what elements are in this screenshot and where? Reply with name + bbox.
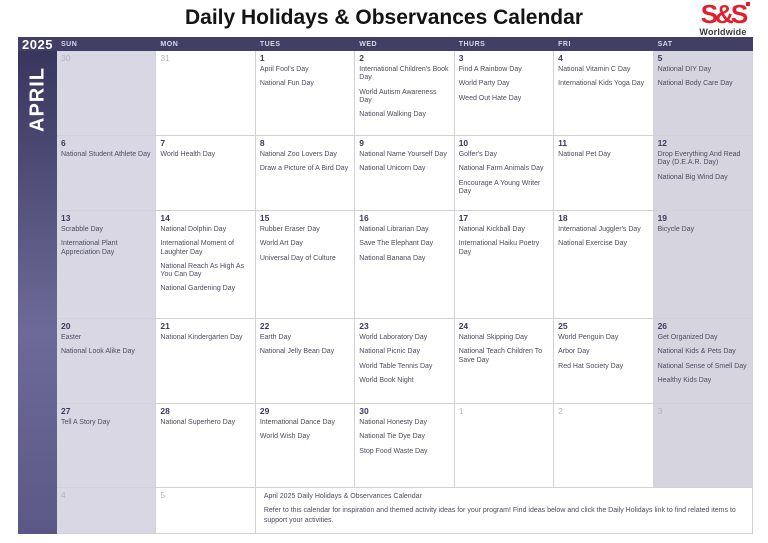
date-number: 3 (458, 53, 464, 63)
holiday-label: Drop Everything And Read Day (D.E.A.R. Day) (657, 151, 741, 167)
calendar-cell-adjacent-4 (57, 488, 156, 534)
holiday-label: Encourage A Young Writer Day (458, 179, 541, 195)
calendar-cell-apr-1 (256, 51, 355, 136)
calendar-cell-apr-7 (156, 136, 255, 211)
holiday-label: International Children's Book Day (359, 66, 449, 82)
calendar-cell-apr-13 (57, 211, 156, 319)
date-number: 3 (657, 406, 663, 416)
date-number: 24 (458, 321, 469, 331)
calendar-cell-apr-26 (654, 319, 753, 404)
date-number: 25 (558, 321, 568, 331)
holiday-label: National Banana Day (359, 254, 426, 262)
holiday-label: Rubber Eraser Day (259, 226, 320, 233)
holiday-label: National Body Care Day (657, 80, 733, 88)
holiday-label: National Exercise Day (558, 240, 628, 248)
day-header-wed: WED (355, 37, 454, 51)
holiday-label: Healthy Kids Day (657, 376, 712, 384)
holiday-label: National Jelly Bean Day (259, 348, 335, 356)
calendar-grid (18, 37, 753, 534)
calendar-cell-apr-30 (355, 404, 454, 488)
day-header-tues: TUES (256, 37, 355, 51)
footer-note-title: April 2025 Daily Holidays & Observances Calendar (263, 493, 422, 500)
holiday-label: Easter (61, 334, 82, 341)
holiday-label: National Kids & Pets Day (657, 348, 736, 356)
holiday-label: National Sense of Smell Day (657, 362, 747, 370)
holiday-label: Draw a Picture of A Bird Day (259, 165, 349, 173)
holiday-label: Golfer's Day (458, 151, 497, 158)
calendar-cell-apr-8 (256, 136, 355, 211)
calendar-cell-apr-10 (455, 136, 554, 211)
calendar-cell-apr-2 (355, 51, 454, 136)
holiday-label: Stop Food Waste Day (359, 447, 428, 455)
date-number: 17 (458, 213, 469, 223)
calendar-cell-apr-21 (156, 319, 255, 404)
month-label: APRIL (26, 67, 48, 132)
day-header-mon: MON (156, 37, 255, 51)
calendar-cell-apr-3 (455, 51, 554, 136)
date-number: 14 (160, 213, 170, 223)
holiday-label: World Art Day (259, 240, 303, 248)
holiday-label: World Laboratory Day (359, 334, 428, 341)
calendar-cell-adjacent-30 (57, 51, 156, 136)
date-number: 27 (61, 406, 71, 416)
holiday-label: National Name Yourself Day (359, 151, 447, 158)
date-number: 30 (359, 406, 369, 416)
date-number: 2 (558, 406, 563, 416)
year-label: 2025 (18, 37, 57, 51)
date-number: 1 (458, 406, 464, 416)
holiday-label: April Fool's Day (259, 66, 309, 73)
holiday-label: National Zoo Lovers Day (259, 151, 337, 158)
calendar-cell-adjacent-2 (554, 404, 653, 488)
holiday-label: National Gardening Day (160, 285, 236, 293)
holiday-label: World Autism Awareness Day (359, 88, 437, 104)
holiday-label: Bicycle Day (657, 226, 695, 233)
date-number: 4 (558, 53, 563, 63)
ss-logo-text: S&S (701, 3, 745, 26)
date-number: 31 (160, 53, 170, 63)
holiday-label: International Dance Day (259, 419, 335, 426)
holiday-label: World Wish Day (259, 433, 310, 441)
holiday-label: National Kindergarten Day (160, 334, 243, 341)
holiday-label: National Fun Day (259, 80, 314, 88)
holiday-label: Earth Day (259, 334, 291, 341)
date-number: 18 (558, 213, 568, 223)
date-number: 13 (61, 213, 71, 223)
holiday-label: World Table Tennis Day (359, 362, 433, 370)
date-number: 19 (657, 213, 668, 223)
holiday-label: World Health Day (160, 151, 216, 158)
date-number: 5 (657, 53, 663, 63)
calendar-cell-apr-11 (554, 136, 653, 211)
holiday-label: Weed Out Hate Day (458, 94, 522, 102)
holiday-label: National Librarian Day (359, 226, 429, 233)
holiday-label: National Look Alike Day (61, 348, 135, 356)
holiday-label: National Skipping Day (458, 334, 528, 341)
date-number: 4 (61, 490, 66, 500)
holiday-label: Get Organized Day (657, 334, 718, 341)
date-number: 29 (259, 406, 270, 416)
calendar-cell-apr-28 (156, 404, 255, 488)
calendar-cell-apr-15 (256, 211, 355, 319)
calendar-cell-apr-23 (355, 319, 454, 404)
date-number: 15 (259, 213, 270, 223)
holiday-label: National Picnic Day (359, 348, 420, 356)
date-number: 5 (160, 490, 166, 500)
date-number: 30 (61, 53, 71, 63)
day-header-sun: SUN (57, 37, 156, 51)
date-number: 2 (359, 53, 365, 63)
holiday-label: National Walking Day (359, 111, 426, 118)
date-number: 28 (160, 406, 170, 416)
day-header-fri: FRI (554, 37, 653, 51)
calendar-cell-apr-5 (654, 51, 753, 136)
holiday-label: International Haiku Poetry Day (458, 240, 540, 256)
date-number: 1 (259, 53, 265, 63)
holiday-label: National Farm Animals Day (458, 165, 544, 173)
holiday-label: National Pet Day (558, 151, 611, 158)
date-number: 16 (359, 213, 369, 223)
calendar-cell-apr-22 (256, 319, 355, 404)
holiday-label: Find A Rainbow Day (458, 66, 522, 73)
calendar-cell-apr-4 (554, 51, 653, 136)
holiday-label: International Juggler's Day (558, 226, 641, 233)
holiday-label: Tell A Story Day (61, 419, 111, 426)
holiday-label: National Reach As High As You Can Day (160, 262, 245, 278)
holiday-label: International Moment of Laughter Day (160, 240, 234, 256)
holiday-label: National Tie Dye Day (359, 433, 426, 441)
holiday-label: National Kickball Day (458, 226, 525, 233)
date-number: 8 (259, 138, 265, 148)
holiday-label: National Vitamin C Day (558, 66, 631, 73)
date-number: 11 (558, 138, 568, 148)
holiday-label: National DIY Day (657, 66, 712, 73)
date-number: 9 (359, 138, 365, 148)
holiday-label: National Big Wind Day (657, 173, 728, 181)
calendar-cell-adjacent-1 (455, 404, 554, 488)
calendar-cell-apr-19 (654, 211, 753, 319)
date-number: 23 (359, 321, 369, 331)
calendar-cell-apr-20 (57, 319, 156, 404)
holiday-label: World Penguin Day (558, 334, 619, 341)
date-number: 7 (160, 138, 166, 148)
holiday-label: Save The Elephant Day (359, 240, 434, 248)
registered-mark-icon (746, 2, 750, 6)
calendar-cell-apr-25 (554, 319, 653, 404)
date-number: 20 (61, 321, 71, 331)
calendar-cell-adjacent-31 (156, 51, 255, 136)
holiday-label: Red Hat Society Day (558, 362, 624, 370)
footer-note-body: Refer to this calendar for inspiration and themed activity ideas for your program! Find ideas below and click the Daily Holidays link to find related items to support your activities. (263, 506, 736, 524)
holiday-label: Universal Day of Culture (259, 254, 336, 262)
footer-note (256, 488, 753, 534)
holiday-label: National Honesty Day (359, 419, 427, 426)
date-number: 21 (160, 321, 170, 331)
calendar-cell-apr-27 (57, 404, 156, 488)
page-title: Daily Holidays & Observances Calendar (184, 6, 583, 29)
calendar-cell-apr-6 (57, 136, 156, 211)
day-header-thurs: THURS (455, 37, 554, 51)
holiday-label: International Kids Yoga Day (558, 80, 645, 88)
calendar-cell-apr-18 (554, 211, 653, 319)
day-header-sat: SAT (654, 37, 753, 51)
month-sidebar (18, 51, 57, 534)
holiday-label: International Plant Appreciation Day (61, 240, 118, 256)
title-bar (0, 0, 768, 37)
date-number: 6 (61, 138, 66, 148)
holiday-label: Arbor Day (558, 348, 590, 356)
date-number: 26 (657, 321, 668, 331)
calendar-cell-apr-12 (654, 136, 753, 211)
ss-worldwide-logo (686, 0, 760, 37)
holiday-label: World Party Day (458, 80, 510, 88)
calendar-cell-apr-16 (355, 211, 454, 319)
date-number: 12 (657, 138, 668, 148)
date-number: 10 (458, 138, 469, 148)
holiday-label: National Unicorn Day (359, 165, 426, 173)
calendar-cell-apr-14 (156, 211, 255, 319)
logo-subtext: Worldwide (699, 27, 747, 37)
holiday-label: National Superhero Day (160, 419, 236, 426)
calendar-cell-adjacent-3 (654, 404, 753, 488)
calendar-cell-apr-17 (455, 211, 554, 319)
holiday-label: Scrabble Day (61, 226, 104, 233)
holiday-label: National Dolphin Day (160, 226, 227, 233)
calendar-cell-apr-29 (256, 404, 355, 488)
calendar-cell-adjacent-5 (156, 488, 255, 534)
date-number: 22 (259, 321, 270, 331)
holiday-label: National Teach Children To Save Day (458, 348, 543, 364)
holiday-label: National Student Athlete Day (61, 151, 151, 158)
calendar-cell-apr-24 (455, 319, 554, 404)
holiday-label: World Book Night (359, 376, 414, 384)
calendar-cell-apr-9 (355, 136, 454, 211)
